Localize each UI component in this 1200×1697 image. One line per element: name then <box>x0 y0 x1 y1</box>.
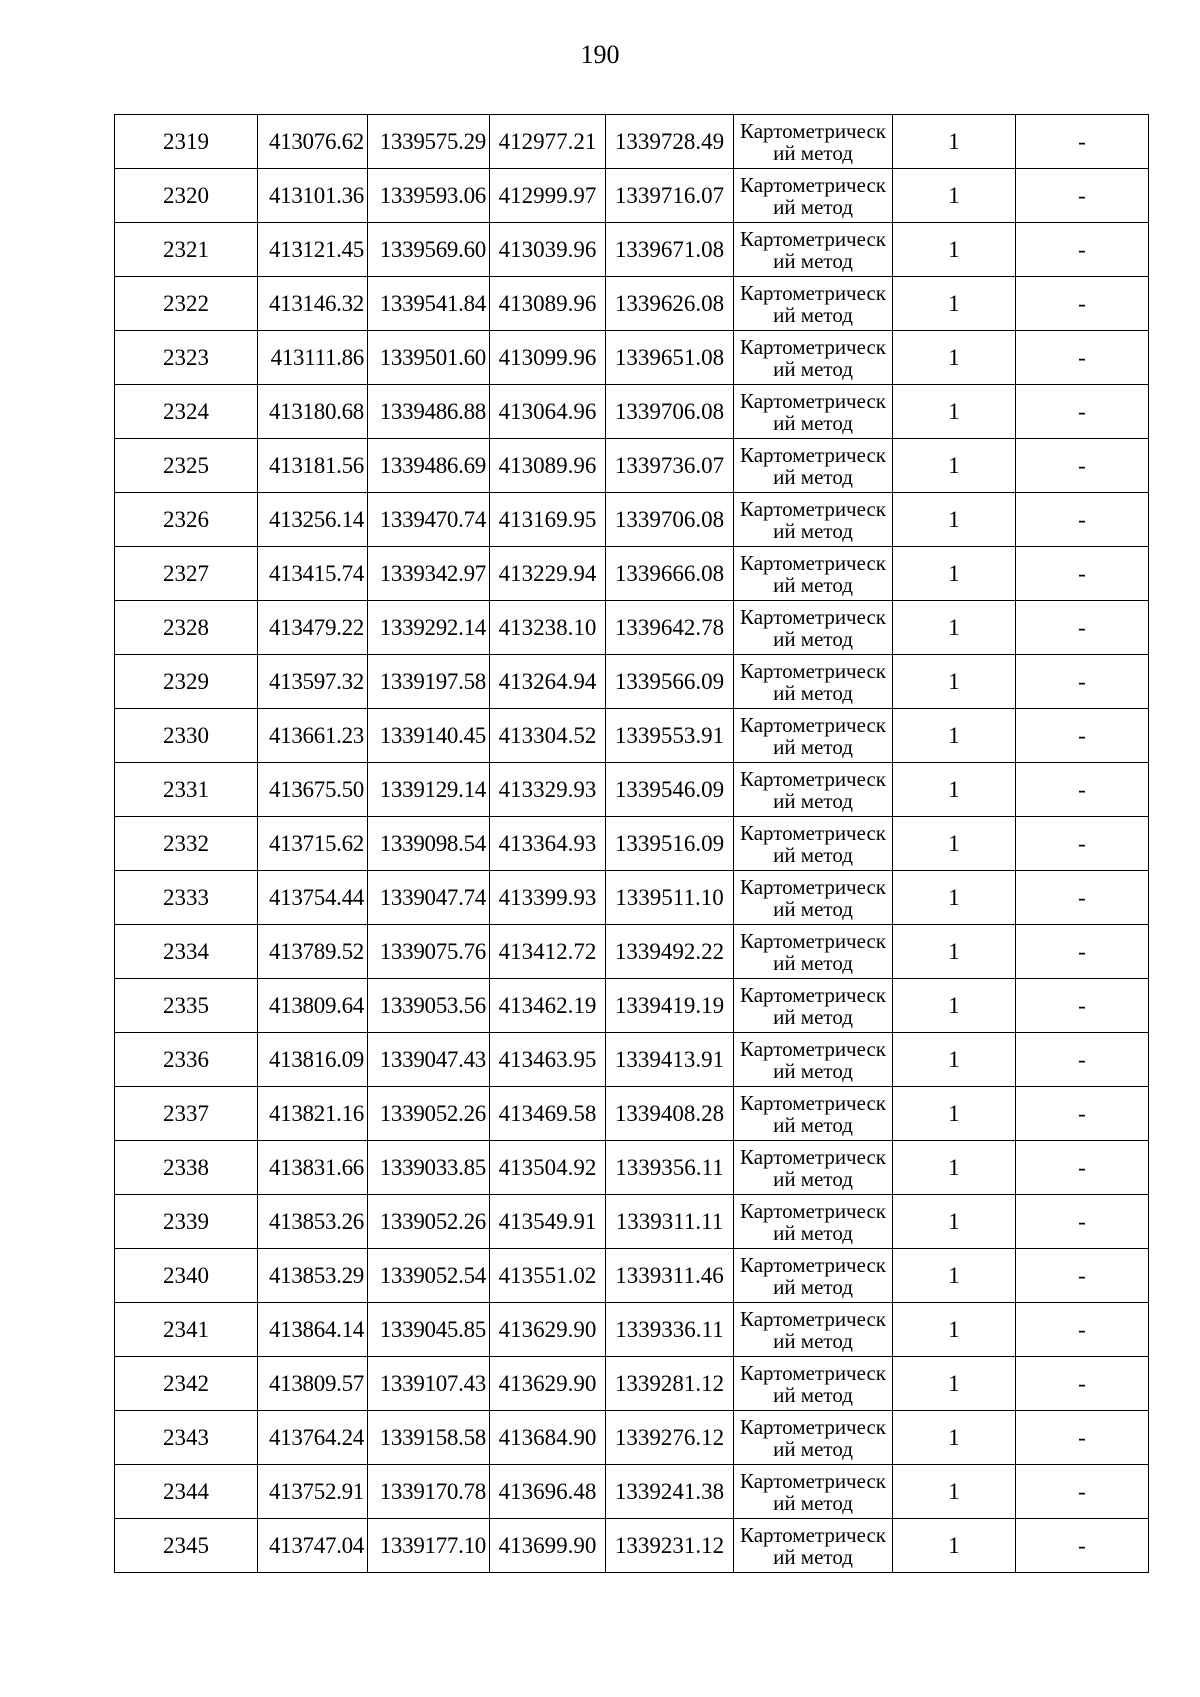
accuracy-cell: 1 <box>893 115 1016 169</box>
y1-cell: 1339052.54 <box>368 1249 490 1303</box>
point-id-cell: 2336 <box>115 1033 258 1087</box>
y2-cell: 1339671.08 <box>606 223 734 277</box>
point-id-cell: 2342 <box>115 1357 258 1411</box>
note-cell: - <box>1016 1249 1149 1303</box>
y2-cell: 1339716.07 <box>606 169 734 223</box>
point-id-cell: 2335 <box>115 979 258 1033</box>
note-cell: - <box>1016 1141 1149 1195</box>
y2-cell: 1339651.08 <box>606 331 734 385</box>
x1-cell: 413121.45 <box>258 223 368 277</box>
x1-cell: 413809.64 <box>258 979 368 1033</box>
y2-cell: 1339281.12 <box>606 1357 734 1411</box>
x2-cell: 413399.93 <box>490 871 606 925</box>
note-cell: - <box>1016 601 1149 655</box>
x1-cell: 413076.62 <box>258 115 368 169</box>
note-cell: - <box>1016 223 1149 277</box>
method-cell: Картометрический метод <box>734 385 893 439</box>
x2-cell: 413699.90 <box>490 1519 606 1573</box>
y2-cell: 1339706.08 <box>606 493 734 547</box>
accuracy-cell: 1 <box>893 979 1016 1033</box>
method-cell: Картометрический метод <box>734 763 893 817</box>
x2-cell: 413169.95 <box>490 493 606 547</box>
point-id-cell: 2326 <box>115 493 258 547</box>
note-cell: - <box>1016 277 1149 331</box>
point-id-cell: 2337 <box>115 1087 258 1141</box>
y2-cell: 1339736.07 <box>606 439 734 493</box>
note-cell: - <box>1016 493 1149 547</box>
point-id-cell: 2330 <box>115 709 258 763</box>
y1-cell: 1339052.26 <box>368 1195 490 1249</box>
point-id-cell: 2328 <box>115 601 258 655</box>
accuracy-cell: 1 <box>893 385 1016 439</box>
x1-cell: 413831.66 <box>258 1141 368 1195</box>
x2-cell: 413412.72 <box>490 925 606 979</box>
point-id-cell: 2325 <box>115 439 258 493</box>
y1-cell: 1339575.29 <box>368 115 490 169</box>
accuracy-cell: 1 <box>893 817 1016 871</box>
y1-cell: 1339075.76 <box>368 925 490 979</box>
y1-cell: 1339292.14 <box>368 601 490 655</box>
y2-cell: 1339511.10 <box>606 871 734 925</box>
method-cell: Картометрический метод <box>734 115 893 169</box>
x1-cell: 413715.62 <box>258 817 368 871</box>
note-cell: - <box>1016 1465 1149 1519</box>
method-cell: Картометрический метод <box>734 601 893 655</box>
table-row <box>115 1249 1149 1303</box>
point-id-cell: 2331 <box>115 763 258 817</box>
table-row <box>115 1411 1149 1465</box>
table-row <box>115 1465 1149 1519</box>
x2-cell: 413629.90 <box>490 1303 606 1357</box>
table-row <box>115 1141 1149 1195</box>
table-row <box>115 223 1149 277</box>
x1-cell: 413675.50 <box>258 763 368 817</box>
table-row <box>115 979 1149 1033</box>
y1-cell: 1339501.60 <box>368 331 490 385</box>
note-cell: - <box>1016 1519 1149 1573</box>
note-cell: - <box>1016 547 1149 601</box>
point-id-cell: 2344 <box>115 1465 258 1519</box>
note-cell: - <box>1016 1357 1149 1411</box>
method-cell: Картометрический метод <box>734 1519 893 1573</box>
x2-cell: 413099.96 <box>490 331 606 385</box>
x1-cell: 413415.74 <box>258 547 368 601</box>
method-cell: Картометрический метод <box>734 331 893 385</box>
accuracy-cell: 1 <box>893 493 1016 547</box>
x1-cell: 413180.68 <box>258 385 368 439</box>
x1-cell: 413764.24 <box>258 1411 368 1465</box>
page-number: 190 <box>580 40 620 69</box>
note-cell: - <box>1016 979 1149 1033</box>
table-row <box>115 331 1149 385</box>
y1-cell: 1339197.58 <box>368 655 490 709</box>
y2-cell: 1339706.08 <box>606 385 734 439</box>
method-cell: Картометрический метод <box>734 979 893 1033</box>
note-cell: - <box>1016 709 1149 763</box>
method-cell: Картометрический метод <box>734 1141 893 1195</box>
y2-cell: 1339276.12 <box>606 1411 734 1465</box>
table-row <box>115 169 1149 223</box>
x2-cell: 412977.21 <box>490 115 606 169</box>
y1-cell: 1339569.60 <box>368 223 490 277</box>
point-id-cell: 2333 <box>115 871 258 925</box>
method-cell: Картометрический метод <box>734 439 893 493</box>
note-cell: - <box>1016 1087 1149 1141</box>
note-cell: - <box>1016 331 1149 385</box>
y1-cell: 1339098.54 <box>368 817 490 871</box>
x1-cell: 413853.29 <box>258 1249 368 1303</box>
accuracy-cell: 1 <box>893 1303 1016 1357</box>
x2-cell: 413264.94 <box>490 655 606 709</box>
x1-cell: 413747.04 <box>258 1519 368 1573</box>
y1-cell: 1339470.74 <box>368 493 490 547</box>
y2-cell: 1339311.46 <box>606 1249 734 1303</box>
method-cell: Картометрический метод <box>734 655 893 709</box>
table-row <box>115 493 1149 547</box>
x2-cell: 413549.91 <box>490 1195 606 1249</box>
x2-cell: 413238.10 <box>490 601 606 655</box>
x1-cell: 413821.16 <box>258 1087 368 1141</box>
x2-cell: 413089.96 <box>490 439 606 493</box>
y2-cell: 1339419.19 <box>606 979 734 1033</box>
x1-cell: 413146.32 <box>258 277 368 331</box>
accuracy-cell: 1 <box>893 763 1016 817</box>
accuracy-cell: 1 <box>893 1249 1016 1303</box>
accuracy-cell: 1 <box>893 1195 1016 1249</box>
method-cell: Картометрический метод <box>734 547 893 601</box>
note-cell: - <box>1016 1033 1149 1087</box>
table-row <box>115 709 1149 763</box>
y1-cell: 1339033.85 <box>368 1141 490 1195</box>
x2-cell: 413551.02 <box>490 1249 606 1303</box>
x2-cell: 413364.93 <box>490 817 606 871</box>
y1-cell: 1339541.84 <box>368 277 490 331</box>
y2-cell: 1339408.28 <box>606 1087 734 1141</box>
accuracy-cell: 1 <box>893 331 1016 385</box>
y2-cell: 1339231.12 <box>606 1519 734 1573</box>
table-row <box>115 1357 1149 1411</box>
coordinates-table <box>114 114 1149 1573</box>
method-cell: Картометрический метод <box>734 871 893 925</box>
point-id-cell: 2321 <box>115 223 258 277</box>
note-cell: - <box>1016 115 1149 169</box>
accuracy-cell: 1 <box>893 1141 1016 1195</box>
accuracy-cell: 1 <box>893 1033 1016 1087</box>
table-row <box>115 817 1149 871</box>
method-cell: Картометрический метод <box>734 817 893 871</box>
method-cell: Картометрический метод <box>734 277 893 331</box>
table-row <box>115 1033 1149 1087</box>
method-cell: Картометрический метод <box>734 1087 893 1141</box>
y1-cell: 1339593.06 <box>368 169 490 223</box>
note-cell: - <box>1016 1303 1149 1357</box>
method-cell: Картометрический метод <box>734 169 893 223</box>
y1-cell: 1339107.43 <box>368 1357 490 1411</box>
accuracy-cell: 1 <box>893 1465 1016 1519</box>
x2-cell: 413039.96 <box>490 223 606 277</box>
point-id-cell: 2329 <box>115 655 258 709</box>
table-row <box>115 277 1149 331</box>
point-id-cell: 2320 <box>115 169 258 223</box>
method-cell: Картометрический метод <box>734 709 893 763</box>
accuracy-cell: 1 <box>893 925 1016 979</box>
point-id-cell: 2334 <box>115 925 258 979</box>
table-row <box>115 1195 1149 1249</box>
x2-cell: 413304.52 <box>490 709 606 763</box>
table-row <box>115 763 1149 817</box>
y2-cell: 1339666.08 <box>606 547 734 601</box>
point-id-cell: 2324 <box>115 385 258 439</box>
x1-cell: 413256.14 <box>258 493 368 547</box>
x1-cell: 413809.57 <box>258 1357 368 1411</box>
note-cell: - <box>1016 925 1149 979</box>
accuracy-cell: 1 <box>893 601 1016 655</box>
x1-cell: 413789.52 <box>258 925 368 979</box>
table-body <box>115 115 1149 1573</box>
point-id-cell: 2345 <box>115 1519 258 1573</box>
table-row <box>115 1303 1149 1357</box>
y1-cell: 1339486.88 <box>368 385 490 439</box>
point-id-cell: 2332 <box>115 817 258 871</box>
table-row <box>115 655 1149 709</box>
note-cell: - <box>1016 439 1149 493</box>
accuracy-cell: 1 <box>893 709 1016 763</box>
y1-cell: 1339045.85 <box>368 1303 490 1357</box>
y1-cell: 1339047.43 <box>368 1033 490 1087</box>
y2-cell: 1339728.49 <box>606 115 734 169</box>
accuracy-cell: 1 <box>893 1087 1016 1141</box>
x2-cell: 413696.48 <box>490 1465 606 1519</box>
x2-cell: 413329.93 <box>490 763 606 817</box>
accuracy-cell: 1 <box>893 871 1016 925</box>
accuracy-cell: 1 <box>893 439 1016 493</box>
y2-cell: 1339311.11 <box>606 1195 734 1249</box>
accuracy-cell: 1 <box>893 169 1016 223</box>
x2-cell: 413089.96 <box>490 277 606 331</box>
x1-cell: 413479.22 <box>258 601 368 655</box>
y1-cell: 1339140.45 <box>368 709 490 763</box>
method-cell: Картометрический метод <box>734 1249 893 1303</box>
point-id-cell: 2319 <box>115 115 258 169</box>
method-cell: Картометрический метод <box>734 223 893 277</box>
y2-cell: 1339516.09 <box>606 817 734 871</box>
x2-cell: 413504.92 <box>490 1141 606 1195</box>
note-cell: - <box>1016 871 1149 925</box>
y2-cell: 1339566.09 <box>606 655 734 709</box>
table-row <box>115 439 1149 493</box>
y2-cell: 1339492.22 <box>606 925 734 979</box>
table-row <box>115 601 1149 655</box>
y1-cell: 1339052.26 <box>368 1087 490 1141</box>
y2-cell: 1339356.11 <box>606 1141 734 1195</box>
point-id-cell: 2339 <box>115 1195 258 1249</box>
table-row <box>115 385 1149 439</box>
accuracy-cell: 1 <box>893 547 1016 601</box>
point-id-cell: 2341 <box>115 1303 258 1357</box>
method-cell: Картометрический метод <box>734 1033 893 1087</box>
y2-cell: 1339642.78 <box>606 601 734 655</box>
method-cell: Картометрический метод <box>734 1357 893 1411</box>
x2-cell: 412999.97 <box>490 169 606 223</box>
note-cell: - <box>1016 655 1149 709</box>
table-row <box>115 547 1149 601</box>
x1-cell: 413181.56 <box>258 439 368 493</box>
y1-cell: 1339158.58 <box>368 1411 490 1465</box>
x1-cell: 413101.36 <box>258 169 368 223</box>
table-row <box>115 871 1149 925</box>
note-cell: - <box>1016 1195 1149 1249</box>
x2-cell: 413629.90 <box>490 1357 606 1411</box>
y2-cell: 1339241.38 <box>606 1465 734 1519</box>
method-cell: Картометрический метод <box>734 493 893 547</box>
note-cell: - <box>1016 1411 1149 1465</box>
note-cell: - <box>1016 817 1149 871</box>
x1-cell: 413864.14 <box>258 1303 368 1357</box>
y1-cell: 1339053.56 <box>368 979 490 1033</box>
point-id-cell: 2338 <box>115 1141 258 1195</box>
y1-cell: 1339047.74 <box>368 871 490 925</box>
point-id-cell: 2327 <box>115 547 258 601</box>
note-cell: - <box>1016 763 1149 817</box>
method-cell: Картометрический метод <box>734 925 893 979</box>
accuracy-cell: 1 <box>893 1357 1016 1411</box>
x1-cell: 413661.23 <box>258 709 368 763</box>
method-cell: Картометрический метод <box>734 1195 893 1249</box>
x2-cell: 413469.58 <box>490 1087 606 1141</box>
method-cell: Картометрический метод <box>734 1411 893 1465</box>
accuracy-cell: 1 <box>893 223 1016 277</box>
y2-cell: 1339626.08 <box>606 277 734 331</box>
note-cell: - <box>1016 169 1149 223</box>
y1-cell: 1339342.97 <box>368 547 490 601</box>
method-cell: Картометрический метод <box>734 1465 893 1519</box>
x1-cell: 413111.86 <box>258 331 368 385</box>
x1-cell: 413816.09 <box>258 1033 368 1087</box>
y2-cell: 1339546.09 <box>606 763 734 817</box>
y1-cell: 1339170.78 <box>368 1465 490 1519</box>
x1-cell: 413752.91 <box>258 1465 368 1519</box>
accuracy-cell: 1 <box>893 277 1016 331</box>
y2-cell: 1339336.11 <box>606 1303 734 1357</box>
point-id-cell: 2343 <box>115 1411 258 1465</box>
y1-cell: 1339129.14 <box>368 763 490 817</box>
x2-cell: 413462.19 <box>490 979 606 1033</box>
accuracy-cell: 1 <box>893 655 1016 709</box>
note-cell: - <box>1016 385 1149 439</box>
y2-cell: 1339413.91 <box>606 1033 734 1087</box>
accuracy-cell: 1 <box>893 1411 1016 1465</box>
table-row <box>115 115 1149 169</box>
y1-cell: 1339177.10 <box>368 1519 490 1573</box>
table-row <box>115 1087 1149 1141</box>
table-row <box>115 1519 1149 1573</box>
x1-cell: 413597.32 <box>258 655 368 709</box>
method-cell: Картометрический метод <box>734 1303 893 1357</box>
point-id-cell: 2340 <box>115 1249 258 1303</box>
x2-cell: 413064.96 <box>490 385 606 439</box>
y1-cell: 1339486.69 <box>368 439 490 493</box>
x2-cell: 413229.94 <box>490 547 606 601</box>
table-row <box>115 925 1149 979</box>
x1-cell: 413754.44 <box>258 871 368 925</box>
point-id-cell: 2323 <box>115 331 258 385</box>
x2-cell: 413684.90 <box>490 1411 606 1465</box>
accuracy-cell: 1 <box>893 1519 1016 1573</box>
x1-cell: 413853.26 <box>258 1195 368 1249</box>
point-id-cell: 2322 <box>115 277 258 331</box>
y2-cell: 1339553.91 <box>606 709 734 763</box>
x2-cell: 413463.95 <box>490 1033 606 1087</box>
